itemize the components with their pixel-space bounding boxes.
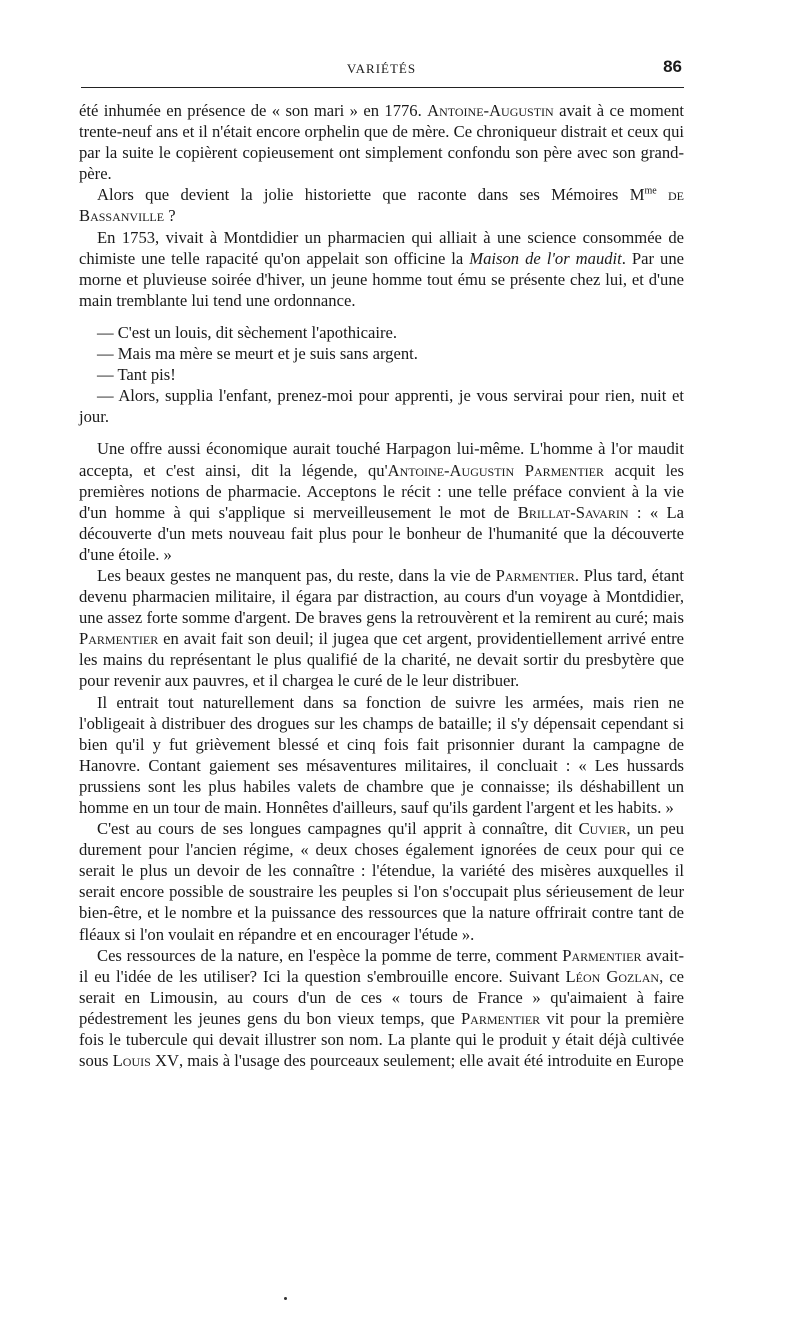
name-bassanville: de Bassanville [79, 185, 684, 226]
dialogue-line-3: — Tant pis! [97, 365, 176, 385]
dialogue-line-2: — Mais ma mère se meurt et je suis sans argent. [97, 344, 418, 364]
paragraph-4: Une offre aussi économique aurait touché Harpagon lui-même. L'homme à l'or maudit accepta, et c'est ainsi, dit la légende, qu'Antoine-Augustin Parmentier acquit les premières notions de pharmacie. Acceptons le récit : une telle préface convient à la vie d'un homme à qui s'applique si merveilleusement le mot de Brillat-Savarin : « La découverte d'un mets nouveau fait plus pour le bonheur de l'humanité que la découverte d'une étoile. » [79, 439, 685, 564]
page-number: 86 [663, 57, 682, 76]
header-rule [81, 87, 684, 88]
paragraph-5: Les beaux gestes ne manquent pas, du reste, dans la vie de Parmentier. Plus tard, étant devenu pharmacien militaire, il égara par distraction, au cours d'un voyage à Montdidier, une assez forte somme d'argent. De braves gens la retrouvèrent et la remirent au curé; mais Parmentier en avait fait son deuil; il jugea que cet argent, providentiellement arrivé entre les mains du représentant le plus qualifié de la charité, ne devait sortir du presbytère que pour revenir aux pauvres, et il chargea le curé de le leur distribuer. [79, 565, 684, 691]
paragraph-1: été inhumée en présence de « son mari » en 1776. Antoine-Augustin avait à ce moment trente-neuf ans et il n'était encore orphelin que de mère. Ce chroniqueur distrait et ceux qui par la suite le copièrent copieusement ont simplement confondu son père avec son grand-père. [79, 101, 684, 184]
paragraph-6: Il entrait tout naturellement dans sa fonction de suivre les armées, mais rien ne l'obligeait à distribuer des drogues sur les champs de bataille; il s'y dépensait cependant si bien qu'il y fut grièvement blessé et cinq fois fait prisonnier durant la campagne de Hanovre. Contant gaiement ses mésaventures militaires, il concluait : « Les hussards prussiens sont les plus habiles valets de chambre que je connaisse; ils déshabillent un homme en un tour de main. Honnêtes d'ailleurs, sauf qu'ils gardent l'argent et les habits. » [79, 692, 684, 817]
dialogue-line-4: — Alors, supplia l'enfant, prenez-moi pour apprenti, je vous servirai pour rien, nuit et jour. [79, 386, 684, 427]
paragraph-7: C'est au cours de ses longues campagnes qu'il apprit à connaître, dit Cuvier, un peu durement pour l'ancien régime, « deux choses également ignorées de ceux pour qui ce serait le plus un devoir de les connaître : l'étendue, la variété des misères auxquelles il serait encore possible de soustraire les peuples si l'on s'occupait plus sérieusement de leur bien-être, et le nombre et la puissance des ressources que la nature offrirait contre tant de fléaux si l'on voulait en répandre et en encourager l'étude ». [79, 819, 685, 944]
name-antoine-augustin: Antoine-Augustin [427, 101, 554, 120]
dialogue-line-1: — C'est un louis, dit sèchement l'apothicaire. [97, 322, 397, 342]
paragraph-2: Alors que devient la jolie historiette que raconte dans ses Mémoires $M^{me}$ de Bassanville ? [79, 185, 684, 226]
running-header [79, 58, 684, 82]
italic-title: Maison de l'or maudit [469, 248, 622, 268]
running-title: VARIÉTÉS [346, 61, 417, 76]
paragraph-8: Ces ressources de la nature, en l'espèce la pomme de terre, comment Parmentier avait-il eu l'idée de les utiliser? Ici la question s'embrouille encore. Suivant Léon Gozlan, ce serait en Limousin, au cours d'un de ces « tours de France » qu'aimaient à faire pédestrement les jeunes gens du bon vieux temps, que Parmentier vit pour la première fois le tubercule qui devait illustrer son nom. La plante qui le produit y était déjà cultivée sous Louis XV, mais à l'usage des pourceaux seulement; elle avait été introduite en Europe [79, 945, 685, 1071]
paragraph-3: En 1753, vivait à Montdidier un pharmacien qui alliait à une science consommée de chimiste une telle rapacité qu'on appelait son officine la Maison de l'or maudit. Par une morne et pluvieuse soirée d'hiver, un jeune homme tout ému se présente chez lui, et d'une main tremblante lui tend une ordonnance. [79, 227, 684, 310]
body-text [79, 100, 684, 1071]
stray-mark [284, 1297, 287, 1300]
